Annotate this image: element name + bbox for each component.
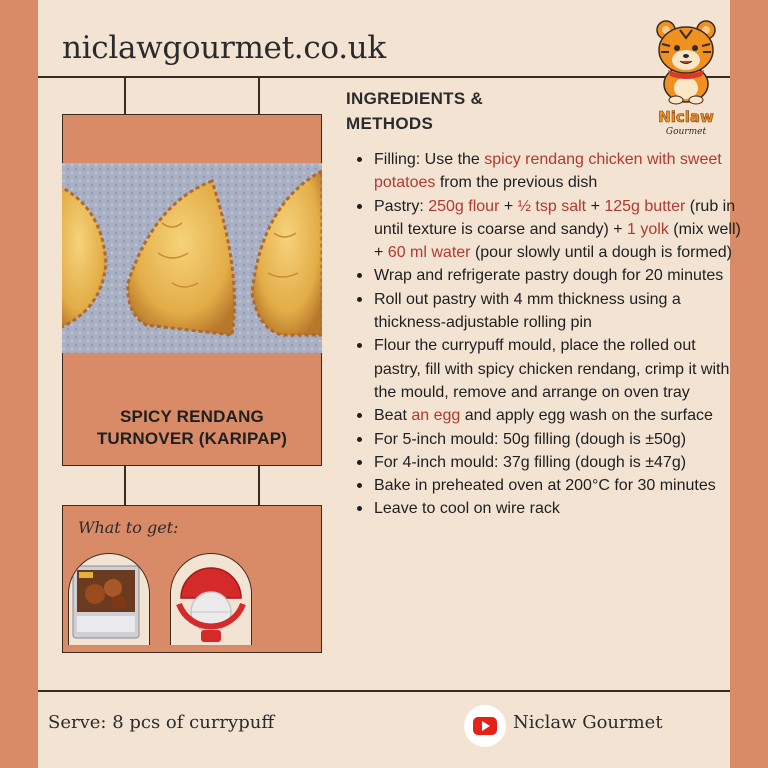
method-step [374,148,744,195]
youtube-badge[interactable] [464,705,506,747]
product-rendang-paste[interactable] [68,553,150,645]
method-step [374,264,744,287]
step-text: (rub in until texture is coarse and sandy) + [374,197,736,238]
highlighted-ingredient: 60 ml water [387,244,471,262]
footer-divider [38,690,730,692]
method-step [374,404,744,427]
highlighted-ingredient: spicy rendang chicken with sweet potatoes [374,151,722,192]
step-text: + [586,197,605,215]
logo-sub-text: Gourmet [665,127,707,137]
highlighted-ingredient: 250g flour [428,197,500,215]
ingredients-methods-heading: INGREDIENTS & METHODS [346,89,484,133]
step-text: Pastry: [374,197,429,215]
connector-mid-left [124,466,126,505]
connector-top-right [258,76,260,114]
header-divider [38,76,730,78]
method-step [374,288,744,335]
method-step [374,497,744,520]
step-text: Beat [374,407,412,425]
connector-mid-right [258,466,260,505]
dish-title [62,406,322,450]
step-text: (pour slowly until a dough is formed) [470,244,732,262]
step-text: and apply egg wash on the surface [460,407,713,425]
dish-title-line-2: TURNOVER (KARIPAP) [96,429,288,448]
niclaw-tiger-logo [640,14,732,140]
method-step [374,334,744,404]
step-text: For 4-inch mould: 37g filling (dough is ±47g) [374,453,687,471]
product-currypuff-mould[interactable] [170,553,252,645]
method-steps-list [346,148,744,521]
what-to-get-label: What to get: [78,518,179,537]
karipap-photo [62,163,322,353]
step-text: + [499,197,518,215]
site-title[interactable]: niclawgourmet.co.uk [62,30,386,66]
step-text: For 5-inch mould: 50g filling (dough is ±50g) [374,430,687,448]
dish-title-line-1: SPICY RENDANG [120,407,264,426]
step-text: from the previous dish [435,174,598,192]
step-text: Roll out pastry with 4 mm thickness using a thickness-adjustable rolling pin [374,290,681,332]
connector-top-left [124,76,126,114]
logo-name-text: Niclaw [658,108,714,126]
serving-info: Serve: 8 pcs of currypuff [48,712,275,733]
method-step [374,451,744,474]
highlighted-ingredient: 1 yolk [627,220,669,238]
step-text: Wrap and refrigerate pastry dough for 20 minutes [374,267,724,285]
method-step [374,428,744,451]
youtube-icon [464,705,506,747]
rendang-paste-pack-image [69,554,150,645]
highlighted-ingredient: 125g butter [604,197,686,215]
currypuff-mould-image [171,554,252,645]
step-text: Flour the currypuff mould, place the rolled out pastry, fill with spicy chicken rendang, crimp it with the mould, remove and arrange on oven tray [374,337,730,401]
highlighted-ingredient: ½ tsp salt [517,197,587,215]
method-step [374,195,744,265]
step-text: Filling: Use the [374,151,485,168]
highlighted-ingredient: an egg [411,407,461,425]
step-text: (mix well) + [374,220,741,262]
step-text: Leave to cool on wire rack [374,500,560,518]
method-step [374,474,744,497]
step-text: Bake in preheated oven at 200°C for 30 minutes [374,477,716,495]
youtube-channel-name[interactable]: Niclaw Gourmet [513,712,663,733]
